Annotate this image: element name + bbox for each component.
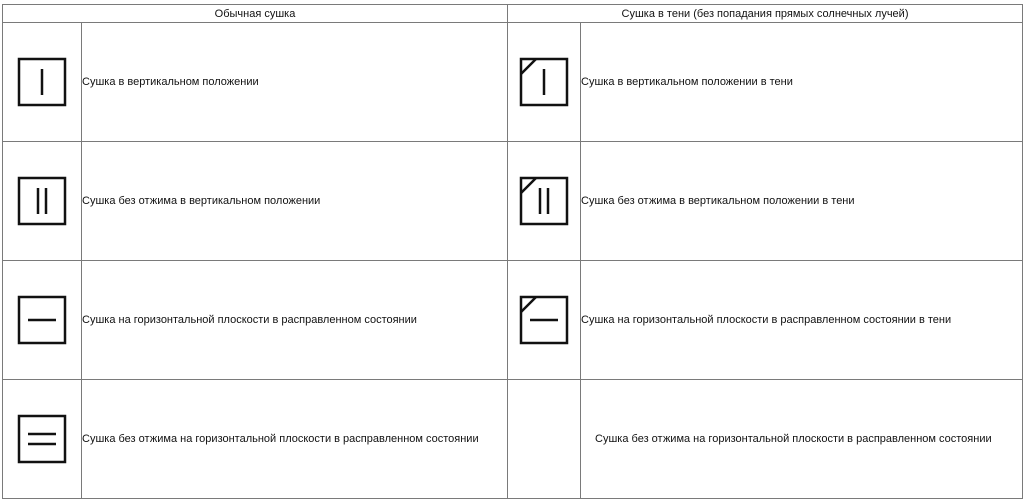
symbol-description: Сушка без отжима в вертикальном положении — [82, 142, 508, 261]
dry-flat-shade-icon — [519, 295, 569, 345]
drip-dry-vertical-icon — [17, 176, 67, 226]
symbol-description: Сушка без отжима на горизонтальной плоскости в расправленном состоянии — [82, 380, 508, 499]
symbol-description: Сушка на горизонтальной плоскости в расправленном состоянии — [82, 261, 508, 380]
symbol-cell — [508, 23, 581, 142]
header-normal-drying: Обычная сушка — [3, 5, 508, 23]
symbol-cell — [3, 23, 82, 142]
symbol-description: Сушка в вертикальном положении в тени — [581, 23, 1023, 142]
symbol-description — [581, 380, 1023, 499]
symbol-description: Сушка в вертикальном положении — [82, 23, 508, 142]
drying-symbols-table — [2, 4, 1023, 499]
symbol-cell — [3, 142, 82, 261]
symbol-cell — [508, 142, 581, 261]
symbol-cell — [3, 380, 82, 499]
symbol-description: Сушка без отжима в вертикальном положении в тени — [581, 142, 1023, 261]
table-row — [3, 380, 1023, 499]
table-row — [3, 261, 1023, 380]
header-shade-drying: Сушка в тени (без попадания прямых солнечных лучей) — [508, 5, 1023, 23]
empty-symbol-cell — [508, 380, 581, 499]
symbol-description-text: Сушка без отжима на горизонтальной плоскости в расправленном состоянии — [595, 433, 992, 445]
dry-vertical-shade-icon — [519, 57, 569, 107]
symbol-cell — [3, 261, 82, 380]
symbol-cell — [508, 261, 581, 380]
dry-flat-icon — [17, 295, 67, 345]
drip-dry-flat-icon — [17, 414, 67, 464]
table-row — [3, 23, 1023, 142]
symbol-description: Сушка на горизонтальной плоскости в расправленном состоянии в тени — [581, 261, 1023, 380]
table-row — [3, 142, 1023, 261]
drip-dry-vertical-shade-icon — [519, 176, 569, 226]
header-row — [3, 5, 1023, 23]
dry-vertical-icon — [17, 57, 67, 107]
